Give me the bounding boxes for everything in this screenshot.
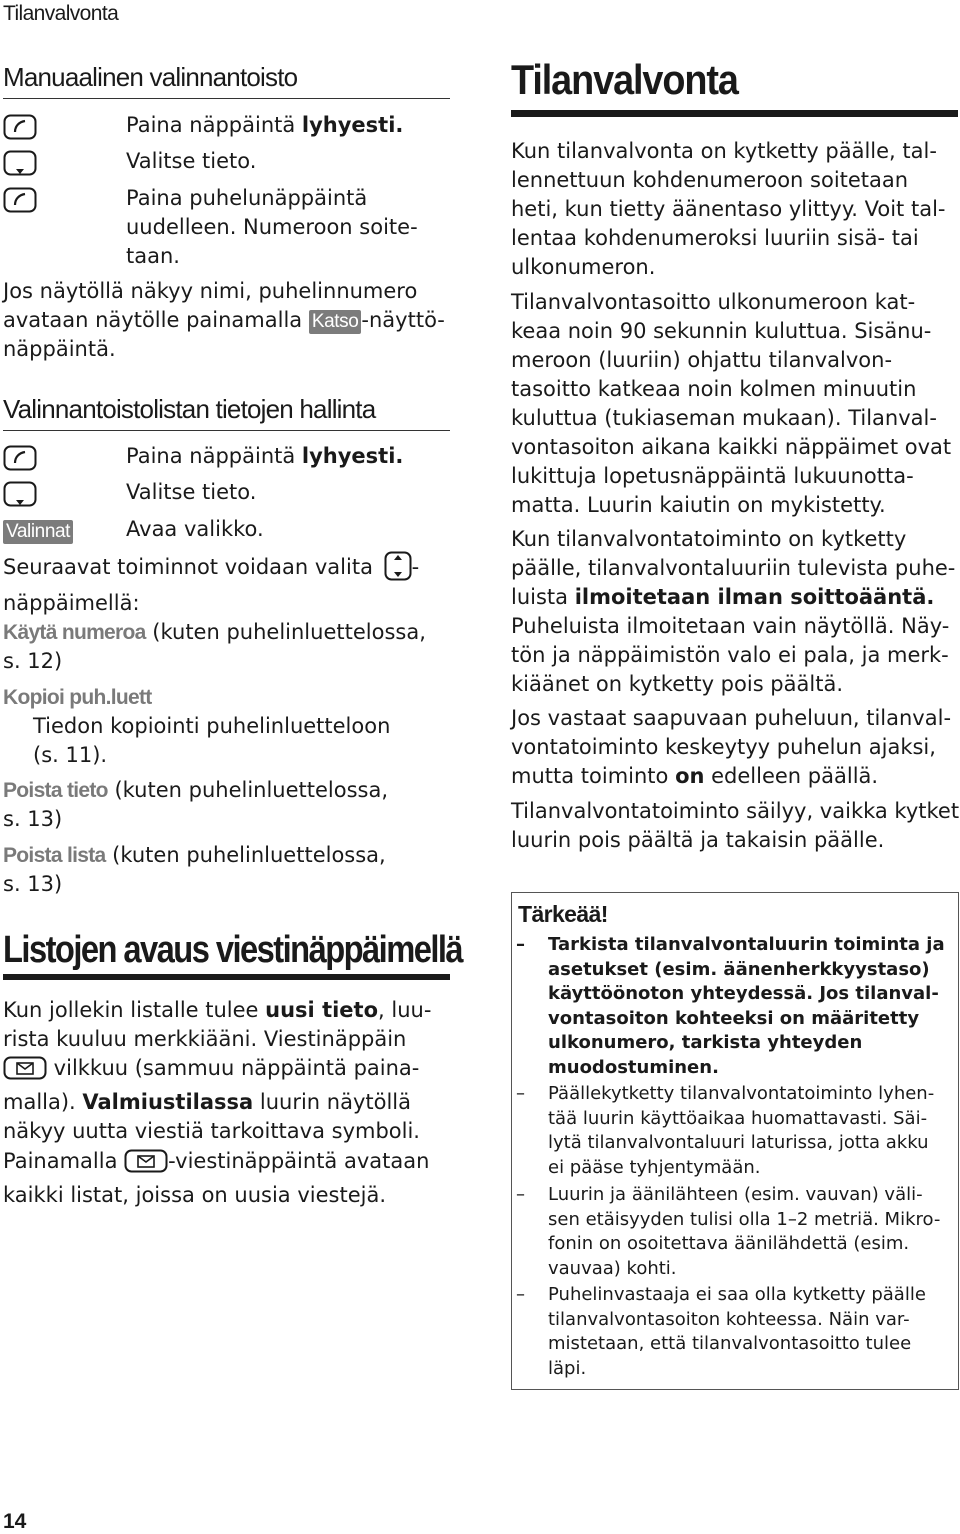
heading-rule xyxy=(511,110,958,117)
paragraph-following-functions: Seuraavat toiminnot voidaan valita - näppäimellä: xyxy=(3,551,419,618)
paragraph-call-timeout: Tilanvalvontasoitto ulkonumeroon kat- keaa noin 90 sekunnin kuluttua. Sisänu- meroon (luuriin) ohjattu tilanvalvon- tasoitto katkeaa noin kolmen minuutin kuluttua (tukiaseman mukaan). Tilanval- vontasoiton aikana kaikki näppäimet ovat lukittuja lopetusnäppäintä lukuunotta- matta. Luurin kaiutin on mykistetty. xyxy=(511,290,952,517)
call-key-icon xyxy=(3,445,37,479)
step-line: Paina puhelunäppäintä xyxy=(126,186,368,210)
nav-down-icon xyxy=(3,481,37,517)
menu-option-use-number: Käytä numeroa (kuten puhelinluettelossa, s. 12) xyxy=(3,620,426,673)
call-key-icon xyxy=(3,114,37,148)
option-name[interactable]: Käytä numeroa xyxy=(3,621,146,644)
note-title: Tärkeää! xyxy=(518,901,608,927)
step-text: Paina näppäintä xyxy=(126,113,302,137)
paragraph-function-retained: Tilanvalvontatoiminto säilyy, vaikka kytket luurin pois päältä ja takaisin päälle. xyxy=(511,799,960,852)
call-key-icon xyxy=(3,187,37,221)
option-name[interactable]: Poista tieto xyxy=(3,779,108,802)
nav-down-icon xyxy=(3,150,37,186)
option-name[interactable]: Poista lista xyxy=(3,844,106,867)
step-line: uudelleen. Numeroon soite- xyxy=(126,215,418,239)
paragraph-silent-calls: Kun tilanvalvontatoiminto on kytketty päälle, tilanvalvontaluuriin tulevista puhe- luista ilmoitetaan ilman soittoääntä. Puheluista ilmoitetaan vain näytöllä. Näy- tön ja näppäimistön valo ei pala, ja merk- kiäänet on kytketty pois päältä. xyxy=(511,527,956,696)
paragraph-open-lists: Painamalla -viestinäppäintä avataan kaikki listat, joissa on uusia viestejä. xyxy=(3,1149,430,1207)
page-number: 14 xyxy=(3,1510,27,1533)
step-line: taan. xyxy=(126,244,180,268)
option-name[interactable]: Kopioi puh.luett xyxy=(3,686,152,709)
step-bold: lyhyesti. xyxy=(301,113,404,137)
paragraph-name-display: Jos näytöllä näkyy nimi, puhelinnumero avataan näytölle painamalla Katso -näyttö- näppäintä. xyxy=(3,279,445,361)
softkey-katso[interactable]: Katso xyxy=(309,310,362,334)
section-heading-manage-list: Valinnantoistolistan tietojen hallinta xyxy=(3,394,450,431)
menu-option-copy-to-directory: Kopioi puh.luett Tiedon kopiointi puhelinluetteloon (s. 11). xyxy=(3,686,391,767)
menu-option-delete-entry: Poista tieto (kuten puhelinluettelossa, s. 13) xyxy=(3,778,389,831)
paragraph-answer-call: Jos vastaat saapuvaan puheluun, tilanval- vontatoiminto keskeytyy puhelun ajaksi, mutta toiminto on edelleen päällä. xyxy=(511,706,952,788)
paragraph-room-monitor-intro: Kun tilanvalvonta on kytketty päälle, tal- lennettuun kohdenumeroon soitetaan heti, kun tietty äänentaso ylittyy. Voit tal- lentaa kohdenumeroksi luuriin sisä- tai ulkonumeron. xyxy=(511,139,946,279)
section-heading-manual-redial: Manuaalinen valinnantoisto xyxy=(3,62,450,99)
nav-up-down-icon xyxy=(384,551,412,589)
step-text: Valitse tieto. xyxy=(126,149,257,173)
running-head: Tilanvalvonta xyxy=(3,2,119,25)
message-key-icon xyxy=(124,1149,168,1181)
message-key-icon xyxy=(3,1056,47,1088)
section-heading-message-key: Listojen avaus viestinäppäimellä xyxy=(3,929,463,971)
important-note-box: Tärkeää! – Tarkista tilanvalvontaluurin toiminta ja asetukset (esim. äänenherkkyystaso) käyttöönoton yhteydessä. Jos tilanval- vontasoiton kohteeksi on määritetty ulkonumero, tarkista yhteyden muodostuminen. – Päällekytketty tilanvalvontatoiminto lyhen- tää luurin käyttöaikaa huomattavasti. Säi- lytä tilanvalvontaluuri laturissa, jotta akku ei pääse tyhjentymään. – Luurin ja äänilähteen (esim. vauvan) väli- sen etäisyyden tulisi olla 1–2 metriä. Mikro- fonin on osoitettava äänilähdettä (esim. vauvaa) kohti. – Puhelinvastaaja ei saa olla kytketty päälle tilanvalvontasoiton kohteessa. Näin var- mistetaan, että tilanvalvontasoitto tulee läpi. xyxy=(511,892,959,1390)
softkey-valinnat[interactable]: Valinnat xyxy=(3,520,73,544)
paragraph-message-key: Kun jollekin listalle tulee uusi tieto, luu- rista kuuluu merkkiääni. Viestinäppäin vilkkuu (sammuu näppäintä paina- malla). Valmiustilassa luurin näytöllä näkyy uutta viestiä tarkoittava symboli. xyxy=(3,998,432,1143)
page-heading-room-monitor: Tilanvalvonta xyxy=(511,56,738,103)
heading-rule xyxy=(3,974,450,980)
menu-option-delete-list: Poista lista (kuten puhelinluettelossa, s. 13) xyxy=(3,843,386,896)
